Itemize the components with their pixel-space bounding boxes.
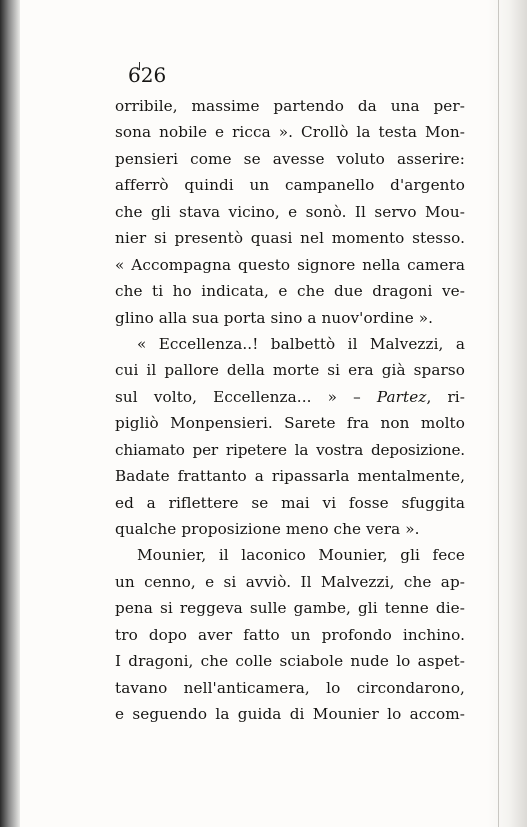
text-line: ed a riflettere se mai vi fosse sfuggita (115, 493, 465, 512)
text-line: pigliò Monpensieri. Sarete fra non molto (115, 414, 465, 433)
text-line: e seguendo la guida di Mounier lo accom- (115, 705, 465, 724)
text-line: chiamato per ripetere la vostra deposizione. (115, 440, 465, 459)
body-text (115, 93, 465, 728)
text-line: pena si reggeva sulle gambe, gli tenne die- (115, 599, 465, 618)
text-line: qualche proposizione meno che vera ». (115, 520, 420, 538)
text-line: « Accompagna questo signore nella camera (115, 255, 465, 274)
text-line: tro dopo aver fatto un profondo inchino. (115, 625, 465, 644)
text-line: Mounier, il laconico Mounier, gli fece (137, 546, 465, 565)
text-line: Badate frattanto a ripassarla mentalmente, (115, 467, 465, 486)
text-line: nier si presentò quasi nel momento stesso. (115, 229, 465, 248)
page-number: 626 (128, 63, 167, 87)
text-line: tavano nell'anticamera, lo circondarono, (115, 678, 465, 697)
page-edge-line (498, 0, 499, 827)
page-gutter-shadow (0, 0, 20, 827)
text-line: glino alla sua porta sino a nuov'ordine ». (115, 308, 434, 327)
text-line: cui il pallore della morte si era già sparso (115, 361, 465, 380)
text-run: sul volto, Eccellenza... » – (115, 387, 377, 406)
text-line: pensieri come se avesse voluto asserire: (115, 149, 465, 168)
text-line: « Eccellenza..! balbettò il Malvezzi, a (137, 334, 465, 353)
italic-word: Partez (376, 387, 427, 406)
page-edge (487, 0, 527, 827)
text-line: un cenno, e si avviò. Il Malvezzi, che ap- (115, 572, 465, 591)
text-line: sona nobile e ricca ». Crollò la testa Mon- (115, 123, 465, 142)
text-line: I dragoni, che colle sciabole nude lo aspet- (115, 652, 465, 671)
text-line: che ti ho indicata, e che due dragoni ve- (115, 282, 465, 301)
text-run: , ri- (426, 387, 465, 406)
text-line: che gli stava vicino, e sonò. Il servo Mou- (115, 202, 465, 221)
text-line: afferrò quindi un campanello d'argento (115, 176, 465, 195)
text-line: orribile, massime partendo da una per- (115, 97, 465, 115)
text-line (115, 384, 465, 410)
